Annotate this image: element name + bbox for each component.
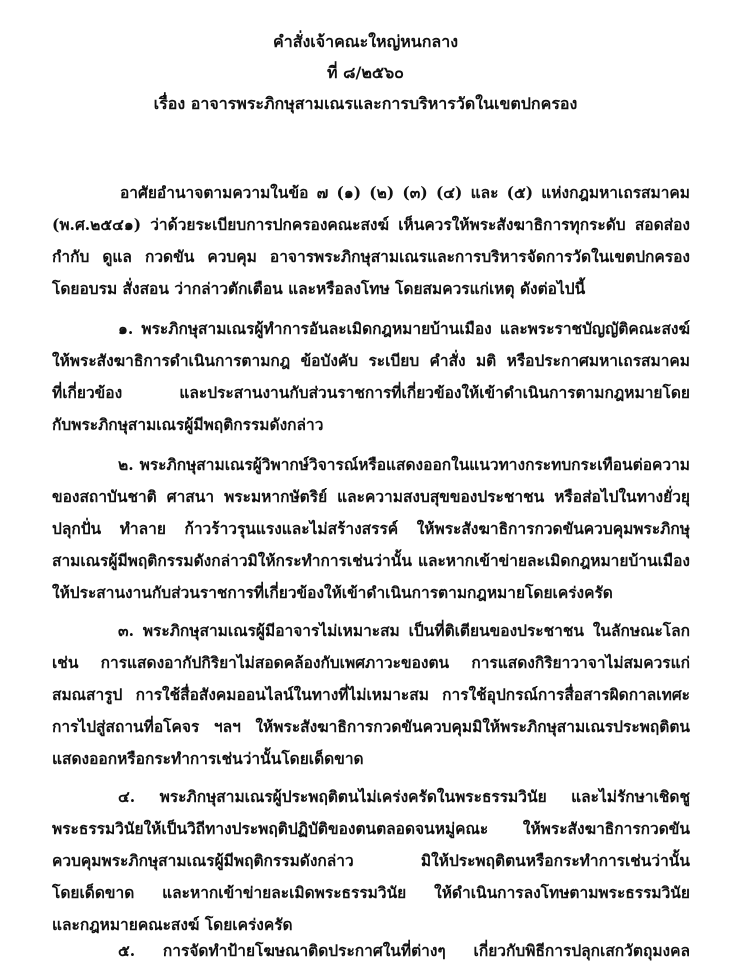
clause-line: ๑. พระภิกษุสามเณรผู้ทำการอันละเมิดกฎหมายบ้านเมือง และพระราชบัญญัติคณะสงฆ์	[118, 319, 690, 338]
clause-line: แสดงออกหรือกระทำการเช่นว่านั้นโดยเด็ดขาด	[52, 749, 364, 768]
clause-line: ๔. พระภิกษุสามเณรผู้ประพฤติตนไม่เคร่งครัดในพระธรรมวินัย และไม่รักษาเชิดชู	[118, 787, 690, 806]
clause-line: ๒. พระภิกษุสามเณรผู้วิพากษ์วิจารณ์หรือแสดงออกในแนวทางกระทบกระเทือนต่อความ	[118, 455, 690, 474]
order-number: ที่ ๘/๒๕๖๐	[327, 63, 404, 82]
clause-line: สมณสารูป การใช้สื่อสังคมออนไลน์ในทางที่ไม่เหมาะสม การใช้อุปกรณ์การสื่อสารผิดกาลเทศะ	[52, 685, 690, 704]
intro-line: (พ.ศ.๒๕๔๑) ว่าด้วยระเบียบการปกครองคณะสงฆ์ เห็นควรให้พระสังฆาธิการทุกระดับ สอดส่อง	[52, 215, 690, 234]
clause-line: และกฎหมายคณะสงฆ์ โดยเคร่งครัด	[52, 915, 293, 934]
clause-line: ให้ประสานงานกับส่วนราชการที่เกี่ยวข้องให้เข้าดำเนินการตามกฎหมายโดยเคร่งครัด	[52, 583, 613, 602]
clause-line: ปลุกปั่น ทำลาย ก้าวร้าวรุนแรงและไม่สร้างสรรค์ ให้พระสังฆาธิการกวดขันควบคุมพระภิกษุ	[52, 519, 690, 538]
clause-line: ๕. การจัดทำป้ายโฆษณาติดประกาศในที่ต่างๆ เกี่ยวกับพิธีการปลุกเสกวัตถุมงคล	[118, 941, 690, 960]
order-subject: เรื่อง อาจารพระภิกษุสามเณรและการบริหารวัดในเขตปกครอง	[153, 94, 578, 113]
clause-line: ๓. พระภิกษุสามเณรผู้มีอาจารไม่เหมาะสม เป็นที่ติเตียนของประชาชน ในลักษณะโลก	[118, 621, 690, 640]
clause-line: เช่น การแสดงอากัปกิริยาไม่สอดคล้องกับเพศภาวะของตน การแสดงกิริยาวาจาไม่สมควรแก่	[52, 653, 690, 672]
clause-line: พระธรรมวินัยให้เป็นวิถีทางประพฤติปฏิบัติของตนตลอดจนหมู่คณะ ให้พระสังฆาธิการกวดขัน	[52, 819, 690, 838]
clause-line: ของสถาบันชาติ ศาสนา พระมหากษัตริย์ และความสงบสุขของประชาชน หรือส่อไปในทางยั่วยุ	[52, 487, 690, 506]
order-title: คำสั่งเจ้าคณะใหญ่หนกลาง	[273, 32, 458, 51]
clause-line: ที่เกี่ยวข้อง และประสานงานกับส่วนราชการที่เกี่ยวข้องให้เข้าดำเนินการตามกฎหมายโดย	[52, 383, 690, 402]
intro-line: กำกับ ดูแล กวดขัน ควบคุม อาจารพระภิกษุสามเณรและการบริหารจัดการวัดในเขตปกครอง	[52, 247, 690, 266]
clause-line: ให้พระสังฆาธิการดำเนินการตามกฎ ข้อบังคับ ระเบียบ คำสั่ง มติ หรือประกาศมหาเถรสมาคม	[52, 351, 690, 370]
clause-line: ควบคุมพระภิกษุสามเณรผู้มีพฤติกรรมดังกล่าว มิให้ประพฤติตนหรือกระทำการเช่นว่านั้น	[52, 851, 690, 870]
clause-line: กับพระภิกษุสามเณรผู้มีพฤติกรรมดังกล่าว	[52, 415, 324, 434]
intro-line: อาศัยอำนาจตามความในข้อ ๗ (๑) (๒) (๓) (๔) และ (๕) แห่งกฎมหาเถรสมาคม	[120, 183, 690, 202]
clause-line: การไปสู่สถานที่อโคจร ฯลฯ ให้พระสังฆาธิการกวดขันควบคุมมิให้พระภิกษุสามเณรประพฤติตน	[52, 717, 690, 736]
intro-line: โดยอบรม สั่งสอน ว่ากล่าวตักเตือน และหรือลงโทษ โดยสมควรแก่เหตุ ดังต่อไปนี้	[52, 279, 586, 298]
clause-line: โดยเด็ดขาด และหากเข้าข่ายละเมิดพระธรรมวินัย ให้ดำเนินการลงโทษตามพระธรรมวินัย	[52, 883, 690, 902]
clause-line: สามเณรผู้มีพฤติกรรมดังกล่าวมิให้กระทำการเช่นว่านั้น และหากเข้าข่ายละเมิดกฎหมายบ้านเมือง	[52, 551, 690, 570]
